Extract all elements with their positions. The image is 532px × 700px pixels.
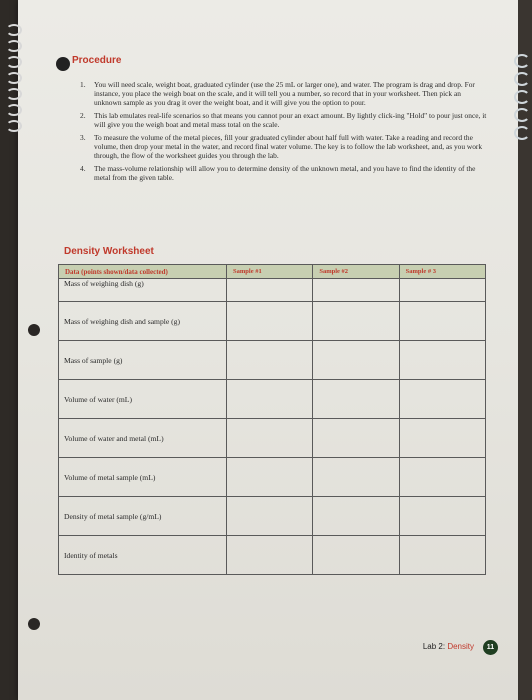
table-row <box>59 419 486 458</box>
header-sample-3: Sample # 3 <box>399 265 485 279</box>
punch-hole <box>28 324 40 336</box>
binder-ring-icon <box>6 104 22 116</box>
page-footer <box>423 642 474 651</box>
binder-ring-icon <box>6 72 22 84</box>
binder-ring-icon <box>6 56 22 68</box>
density-worksheet-table <box>58 264 486 575</box>
binder-ring-icon <box>514 54 530 68</box>
table-row <box>59 279 486 302</box>
data-cell[interactable] <box>313 279 399 302</box>
data-cell[interactable] <box>227 279 313 302</box>
procedure-bullet-icon <box>56 57 70 71</box>
workbook-page <box>18 0 518 700</box>
header-sample-2: Sample #2 <box>313 265 399 279</box>
data-cell[interactable] <box>227 380 313 419</box>
right-binder-strip <box>518 0 532 700</box>
data-cell[interactable] <box>399 302 485 341</box>
header-data: Data (points shown/data collected) <box>59 265 227 279</box>
data-cell[interactable] <box>313 497 399 536</box>
data-cell[interactable] <box>227 497 313 536</box>
data-cell[interactable] <box>313 380 399 419</box>
data-cell[interactable] <box>227 341 313 380</box>
row-label: Mass of weighing dish and sample (g) <box>59 302 227 341</box>
binder-ring-icon <box>6 40 22 52</box>
procedure-step: 3. To measure the volume of the metal pieces, fill your graduated cylinder about half full with water. Take a reading and record the volume, then drop your metal in the water, and record final water volume. The key is to follow the lab worksheet, and, as you work through, the flow of the worksheet guides you through the lab. <box>80 133 483 160</box>
row-label: Mass of sample (g) <box>59 341 227 380</box>
binder-ring-icon <box>514 90 530 104</box>
data-cell[interactable] <box>399 419 485 458</box>
data-cell[interactable] <box>399 458 485 497</box>
procedure-step: 1. You will need scale, weight boat, graduated cylinder (use the 25 mL or larger one), and water. The program is drag and drop. For instance, you place the weigh boat on the scale, and it will tell you a number, so record that in your worksheet. Then pick an unknown sample as you drag it over the weight boat, and it will give you the option to pour. <box>80 80 475 107</box>
footer-lab-label: Lab 2: <box>422 642 446 651</box>
data-cell[interactable] <box>313 341 399 380</box>
table-row <box>59 380 486 419</box>
procedure-step: 4. The mass-volume relationship will allow you to determine density of the unknown metal, and you have to find the identity of the metal from the given table. <box>80 164 476 182</box>
punch-hole <box>28 618 40 630</box>
data-cell[interactable] <box>227 419 313 458</box>
data-cell[interactable] <box>313 458 399 497</box>
procedure-steps <box>80 80 490 186</box>
data-cell[interactable] <box>399 380 485 419</box>
row-label: Volume of metal sample (mL) <box>59 458 227 497</box>
binder-ring-icon <box>514 72 530 86</box>
footer-lab-name: Density <box>447 642 474 651</box>
binder-ring-icon <box>6 24 22 36</box>
data-cell[interactable] <box>399 536 485 575</box>
data-cell[interactable] <box>399 279 485 302</box>
worksheet-title: Density Worksheet <box>64 246 154 257</box>
header-sample-1: Sample #1 <box>227 265 313 279</box>
table-row <box>59 302 486 341</box>
table-row <box>59 458 486 497</box>
data-cell[interactable] <box>399 341 485 380</box>
page-number-badge: 11 <box>483 640 498 655</box>
binder-ring-icon <box>6 120 22 132</box>
data-cell[interactable] <box>399 497 485 536</box>
binder-ring-icon <box>6 88 22 100</box>
data-cell[interactable] <box>313 419 399 458</box>
row-label: Mass of weighing dish (g) <box>59 279 227 302</box>
table-row <box>59 536 486 575</box>
data-cell[interactable] <box>313 302 399 341</box>
table-row <box>59 497 486 536</box>
data-cell[interactable] <box>227 458 313 497</box>
procedure-heading: Procedure <box>72 55 122 66</box>
row-label: Volume of water and metal (mL) <box>59 419 227 458</box>
binder-ring-icon <box>514 126 530 140</box>
procedure-step: 2. This lab emulates real-life scenarios so that means you cannot pour an exact amount. By lightly click-ing "Hold" to pour just once, it will give you the weigh boat and metal mass total on the scale. <box>80 111 487 129</box>
row-label: Density of metal sample (g/mL) <box>59 497 227 536</box>
table-header-row <box>59 265 486 279</box>
data-cell[interactable] <box>227 536 313 575</box>
binder-ring-icon <box>514 108 530 122</box>
row-label: Volume of water (mL) <box>59 380 227 419</box>
table-row <box>59 341 486 380</box>
data-cell[interactable] <box>227 302 313 341</box>
data-cell[interactable] <box>313 536 399 575</box>
row-label: Identity of metals <box>59 536 227 575</box>
